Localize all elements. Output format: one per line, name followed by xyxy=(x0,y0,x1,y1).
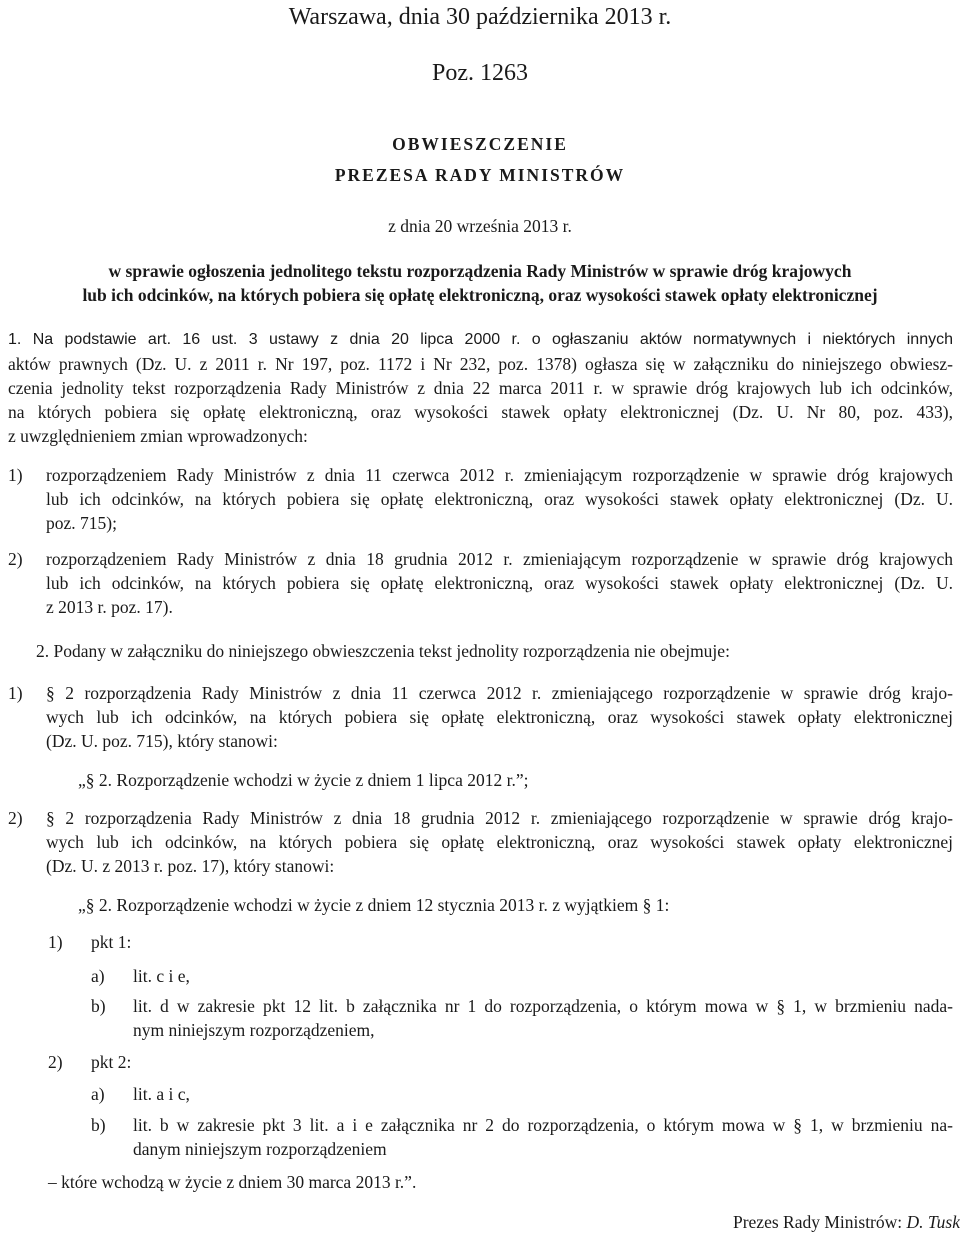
text-line: lub ich odcinków, na których pobiera się opłatę elektroniczną, oraz wysokości stawek opłaty elektronicznej (Dz. U. xyxy=(46,573,953,593)
letter-number: b) xyxy=(91,1115,106,1135)
paragraph-2: 2. Podany w załączniku do niniejszego obwieszczenia tekst jednolity rozporządzenia nie obejmuje: xyxy=(36,641,730,661)
quoted-provision: „§ 2. Rozporządzenie wchodzi w życie z dniem 12 stycznia 2013 r. z wyjątkiem § 1: xyxy=(78,895,670,915)
list-number: 2) xyxy=(8,808,23,828)
letter-body xyxy=(133,994,953,1042)
signature-name: D. Tusk xyxy=(906,1212,960,1232)
text-line: rozporządzeniem Rady Ministrów z dnia 18 grudnia 2012 r. zmieniającym rozporządzenie w sprawie dróg krajowych xyxy=(46,549,953,569)
letter-number: a) xyxy=(91,966,105,986)
point-label: pkt 1: xyxy=(91,932,132,952)
text-line: wych lub ich odcinków, na których pobiera się opłatę elektroniczną, oraz wysokości stawek opłaty elektronicznej xyxy=(46,707,953,727)
point-label: pkt 2: xyxy=(91,1052,132,1072)
signature xyxy=(0,1210,960,1234)
signature-title: Prezes Rady Ministrów: xyxy=(732,1212,907,1232)
text-line: z uwzględnieniem zmian wprowadzonych: xyxy=(8,426,308,446)
list-number: 1) xyxy=(8,683,23,703)
text-line: rozporządzeniem Rady Ministrów z dnia 11 czerwca 2012 r. zmieniającym rozporządzenie w sprawie dróg krajowych xyxy=(46,465,953,485)
letter-body: lit. a i c, xyxy=(133,1084,190,1104)
text-line: 1. Na podstawie art. 16 ust. 3 ustawy z dnia 20 lipca 2000 r. o ogłaszaniu aktów normatywnych i niektórych innych xyxy=(8,331,953,348)
text-line: § 2 rozporządzenia Rady Ministrów z dnia 18 grudnia 2012 r. zmieniającego rozporządzenie w sprawie dróg krajo- xyxy=(46,808,953,828)
subject-line: w sprawie ogłoszenia jednolitego tekstu rozporządzenia Rady Ministrów w sprawie dróg krajowych xyxy=(108,261,852,281)
document-subject xyxy=(0,259,960,307)
subject-line: lub ich odcinków, na których pobiera się opłatę elektroniczną, oraz wysokości stawek opłaty elektronicznej xyxy=(82,285,878,305)
text-line: § 2 rozporządzenia Rady Ministrów z dnia 11 czerwca 2012 r. zmieniającego rozporządzenie w sprawie dróg krajo- xyxy=(46,683,953,703)
letter-number: a) xyxy=(91,1084,105,1104)
letter-body xyxy=(133,1113,953,1161)
text-line: poz. 715); xyxy=(46,513,117,533)
text-line: lit. b w zakresie pkt 3 lit. a i e załącznika nr 2 do rozporządzenia, o którym mowa w § 1, w brzmieniu na- xyxy=(133,1115,953,1135)
list-number: 2) xyxy=(8,549,23,569)
text-line: czenia jednolity tekst rozporządzenia Rady Ministrów z dnia 22 marca 2011 r. w sprawie dróg krajowych lub ich odcinków, xyxy=(8,378,953,398)
paragraph-1-cont xyxy=(8,352,953,448)
list-body xyxy=(46,806,953,878)
text-line: z 2013 r. poz. 17). xyxy=(46,597,173,617)
text-line: lub ich odcinków, na których pobiera się opłatę elektroniczną, oraz wysokości stawek opłaty elektronicznej (Dz. U. xyxy=(46,489,953,509)
text-line: na których pobiera się opłatę elektroniczną, oraz wysokości stawek opłaty elektronicznej (Dz. U. Nr 80, poz. 433), xyxy=(8,402,953,422)
list-body xyxy=(46,463,953,535)
point-number: 1) xyxy=(48,932,63,952)
text-line: nym niniejszym rozporządzeniem, xyxy=(133,1020,375,1040)
text-line: (Dz. U. poz. 715), który stanowi: xyxy=(46,731,278,751)
closing-line: – które wchodzą w życie z dniem 30 marca 2013 r.”. xyxy=(48,1172,417,1192)
text-line: danym niniejszym rozporządzeniem xyxy=(133,1139,387,1159)
document-date: z dnia 20 września 2013 r. xyxy=(388,216,572,236)
quoted-provision: „§ 2. Rozporządzenie wchodzi w życie z dniem 1 lipca 2012 r.”; xyxy=(78,770,529,790)
text-line: (Dz. U. z 2013 r. poz. 17), który stanowi: xyxy=(46,856,335,876)
list-body xyxy=(46,547,953,619)
paragraph-1 xyxy=(8,328,953,352)
point-number: 2) xyxy=(48,1052,63,1072)
list-body xyxy=(46,681,953,753)
text-line: aktów prawnych (Dz. U. z 2011 r. Nr 197, poz. 1172 i Nr 232, poz. 1378) ogłasza się w załączniku do niniejszego obwiesz- xyxy=(8,354,953,374)
header-date: Warszawa, dnia 30 października 2013 r. xyxy=(288,4,672,30)
position-number: Poz. 1263 xyxy=(432,60,528,86)
text-line: lit. d w zakresie pkt 12 lit. b załącznika nr 1 do rozporządzenia, o którym mowa w § 1, w brzmieniu nada- xyxy=(133,996,953,1016)
document-title: OBWIESZCZENIE xyxy=(392,134,568,154)
letter-number: b) xyxy=(91,996,106,1016)
list-number: 1) xyxy=(8,465,23,485)
text-line: wych lub ich odcinków, na których pobiera się opłatę elektroniczną, oraz wysokości stawek opłaty elektronicznej xyxy=(46,832,953,852)
document-issuer: PREZESA RADY MINISTRÓW xyxy=(334,165,626,185)
letter-body: lit. c i e, xyxy=(133,966,190,986)
